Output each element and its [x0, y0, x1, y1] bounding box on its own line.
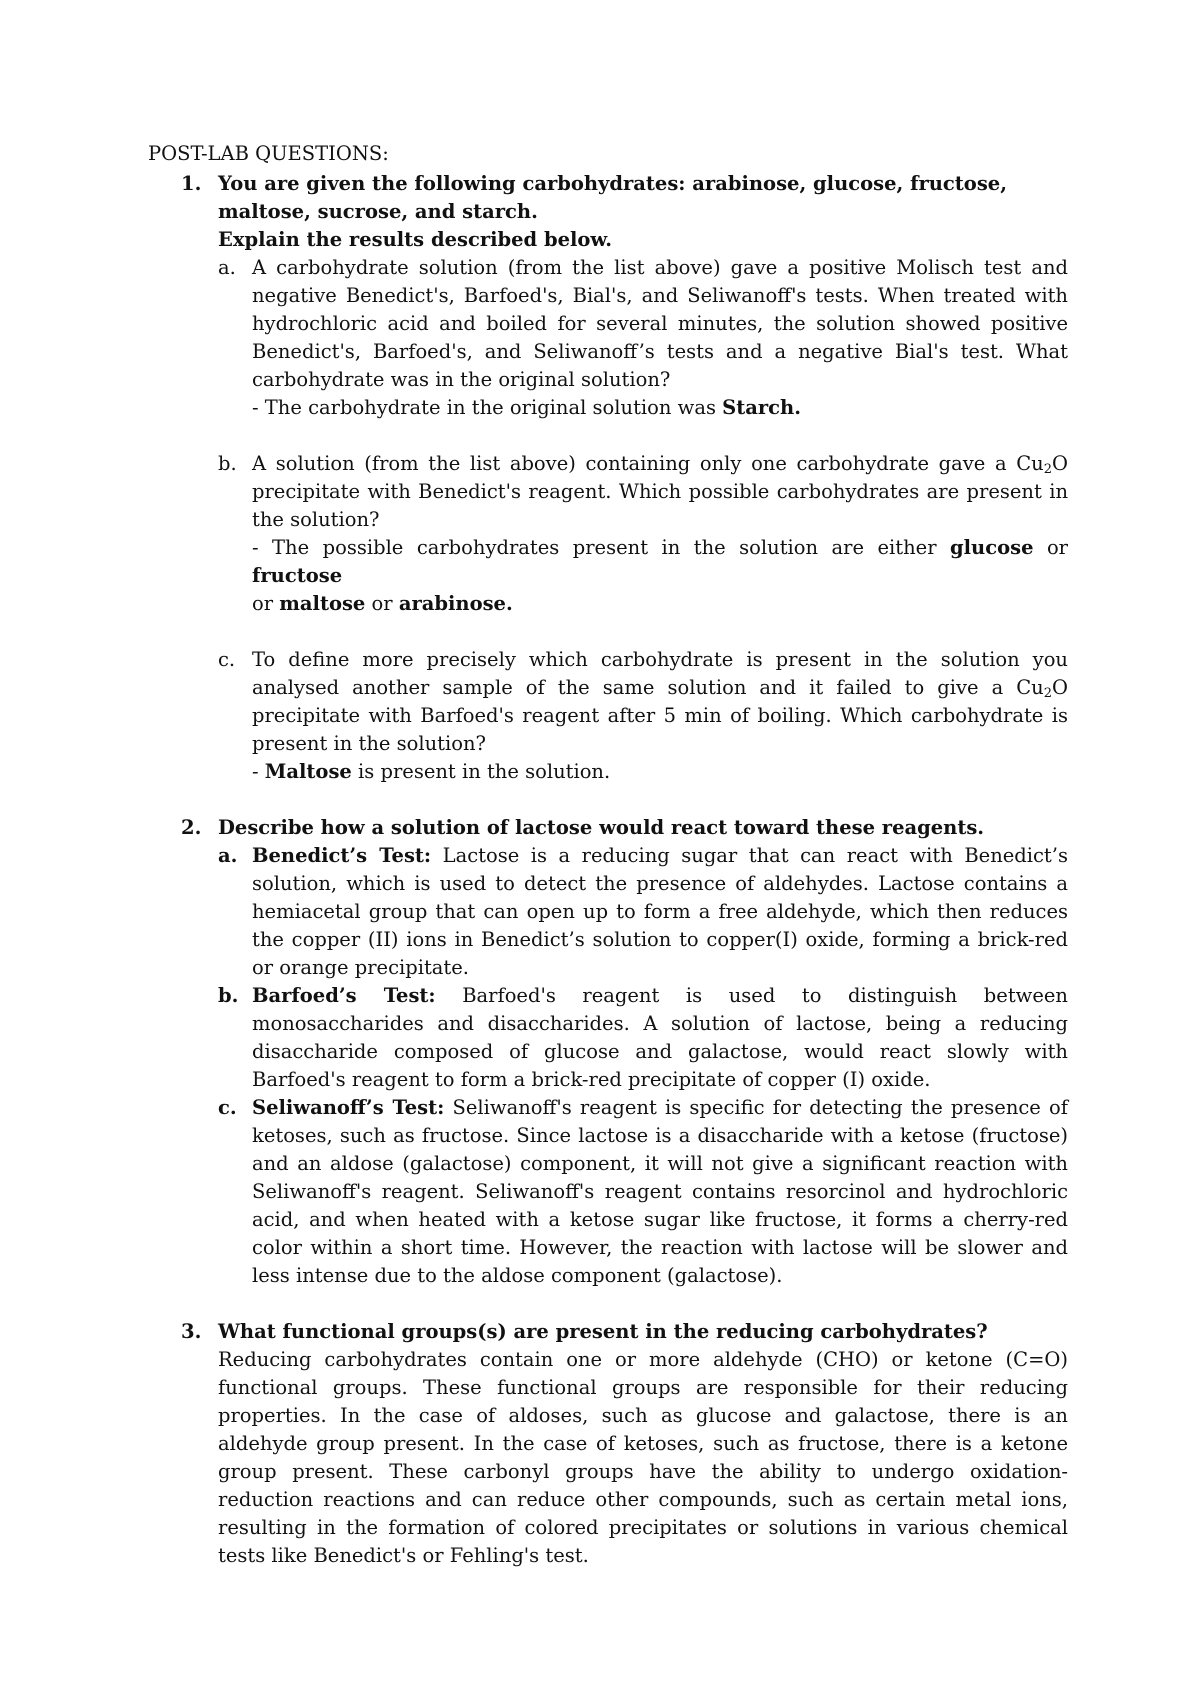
answer-prefix: - The possible carbohydrates present in the solution are either — [252, 536, 950, 559]
test-title: Benedict’s Test: — [252, 844, 432, 867]
question-1-number: 1. — [181, 172, 202, 195]
answer-highlight: Maltose — [264, 760, 352, 783]
question-text: A solution (from the list above) containing only one carbohydrate gave a Cu — [252, 452, 1044, 475]
question-2a-text — [252, 842, 1068, 982]
question-2-number: 2. — [181, 816, 202, 839]
question-2b — [218, 982, 1068, 1094]
question-2-prompt: Describe how a solution of lactose would react toward these reagents. — [218, 816, 985, 839]
answer-highlight: arabinose. — [398, 592, 513, 615]
question-1a — [218, 254, 1068, 422]
test-description: Barfoed's reagent is used to distinguish between monosaccharides and disaccharides. A solution of lactose, being a reducing disaccharide composed of glucose and galactose, would react slowly with Barfoed's reagent to form a brick-red precipitate of copper (I) oxide. — [252, 984, 1068, 1091]
answer-prefix: - — [252, 760, 265, 783]
question-2c — [218, 1094, 1068, 1290]
question-text: O precipitate with Barfoed's reagent after 5 min of boiling. Which carbohydrate is present in the solution? — [252, 676, 1068, 755]
answer-highlight: glucose — [950, 536, 1034, 559]
question-1b-text — [252, 450, 1068, 534]
question-3-number: 3. — [181, 1320, 202, 1343]
answer-highlight: maltose — [279, 592, 366, 615]
answer-suffix: is present in the solution. — [351, 760, 611, 783]
question-1c — [218, 646, 1068, 786]
question-text: O precipitate with Benedict's reagent. Which possible carbohydrates are present in the solution? — [252, 452, 1068, 531]
question-2a — [218, 842, 1068, 982]
answer-highlight: fructose — [252, 564, 343, 587]
test-title: Barfoed’s Test: — [252, 984, 436, 1007]
question-1c-text — [252, 646, 1068, 758]
question-2b-label: b. — [218, 984, 239, 1007]
answer-prefix: - The carbohydrate in the original solution was — [252, 396, 723, 419]
question-1-instruction: Explain the results described below. — [218, 228, 613, 251]
test-description: Seliwanoff's reagent is specific for detecting the presence of ketoses, such as fructose. Since lactose is a disaccharide with a ketose (fructose) and an aldose (galactose) component, it will not give a significant reaction with Seliwanoff's reagent. Seliwanoff's reagent contains resorcinol and hydrochloric acid, and when heated with a ketose sugar like fructose, it forms a cherry-red color within a short time. However, the reaction with lactose will be slower and less intense due to the aldose component (galactose). — [252, 1096, 1068, 1287]
question-2c-label: c. — [218, 1096, 237, 1119]
answer-highlight: Starch. — [722, 396, 802, 419]
question-2 — [148, 814, 1068, 1290]
question-1-prompt: You are given the following carbohydrates: arabinose, glucose, fructose, maltose, sucrose, and starch. — [218, 172, 1007, 223]
question-1a-answer — [252, 394, 1068, 422]
question-3-prompt: What functional groups(s) are present in the reducing carbohydrates? — [218, 1320, 988, 1343]
question-1c-label: c. — [218, 648, 236, 671]
question-1 — [148, 170, 1068, 786]
answer-connector: or — [252, 592, 280, 615]
question-2b-text — [252, 982, 1068, 1094]
question-1c-answer — [252, 758, 1068, 786]
question-1b — [218, 450, 1068, 618]
question-2a-label: a. — [218, 844, 238, 867]
answer-connector: or — [365, 592, 399, 615]
question-2c-text — [252, 1094, 1068, 1290]
test-title: Seliwanoff’s Test: — [252, 1096, 445, 1119]
document-page — [148, 140, 1068, 1570]
question-3 — [148, 1318, 1068, 1570]
chem-subscript: 2 — [1043, 686, 1052, 701]
chem-subscript: 2 — [1043, 462, 1052, 477]
question-1b-label: b. — [218, 452, 237, 475]
question-1b-answer — [252, 534, 1068, 618]
answer-connector: or — [1033, 536, 1069, 559]
question-1a-label: a. — [218, 256, 236, 279]
page-heading: POST-LAB QUESTIONS: — [148, 142, 389, 165]
question-text: To define more precisely which carbohydrate is present in the solution you analysed another sample of the same solution and it failed to give a Cu — [252, 648, 1068, 699]
test-description: Lactose is a reducing sugar that can react with Benedict’s solution, which is used to detect the presence of aldehydes. Lactose contains a hemiacetal group that can open up to form a free aldehyde, which then reduces the copper (II) ions in Benedict’s solution to copper(I) oxide, forming a brick-red or orange precipitate. — [252, 844, 1068, 979]
question-3-answer: Reducing carbohydrates contain one or more aldehyde (CHO) or ketone (C=O) functional groups. These functional groups are responsible for their reducing properties. In the case of aldoses, such as glucose and galactose, there is an aldehyde group present. In the case of ketoses, such as fructose, there is a ketone group present. These carbonyl groups have the ability to undergo oxidation-reduction reactions and can reduce other compounds, such as certain metal ions, resulting in the formation of colored precipitates or solutions in various chemical tests like Benedict's or Fehling's test. — [218, 1348, 1068, 1567]
question-1a-text: A carbohydrate solution (from the list above) gave a positive Molisch test and negative Benedict's, Barfoed's, Bial's, and Seliwanoff's tests. When treated with hydrochloric acid and boiled for several minutes, the solution showed positive Benedict's, Barfoed's, and Seliwanoff’s tests and a negative Bial's test. What carbohydrate was in the original solution? — [252, 256, 1068, 391]
